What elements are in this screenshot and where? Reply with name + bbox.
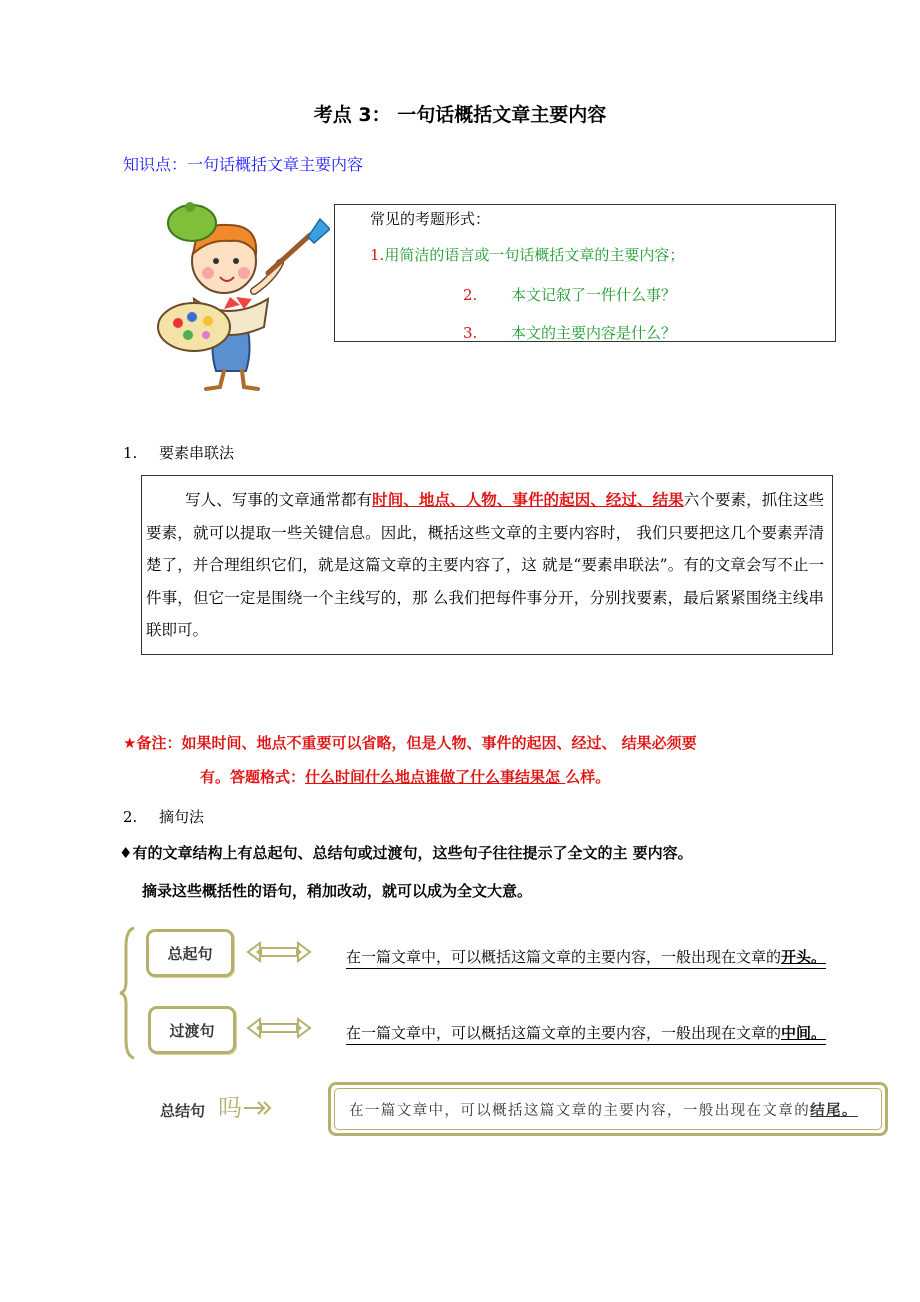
note-line1: ★备注：如果时间、地点不重要可以省略，但是人物、事件的起因、经过、 结果必须要 bbox=[123, 734, 697, 752]
bracket-icon bbox=[118, 926, 138, 1060]
question-forms-heading: 常见的考题形式： bbox=[370, 210, 491, 228]
summary-sentence-box bbox=[328, 1082, 888, 1136]
question-item: 2. 本文记叙了一件什么事？ bbox=[463, 286, 677, 304]
topic-sentence-desc: 在一篇文章中，可以概括这篇文章的主要内容，一般出现在文章的开头。 bbox=[346, 946, 826, 969]
knowledge-point: 知识点：一句话概括文章主要内容 bbox=[123, 155, 364, 174]
method2-line2: 摘录这些概括性的语句，稍加改动，就可以成为全文大意。 bbox=[142, 882, 533, 900]
transition-sentence-desc: 在一篇文章中，可以概括这篇文章的主要内容，一般出现在文章的中间。 bbox=[346, 1022, 826, 1045]
method1-heading: 1. 要素串联法 bbox=[123, 444, 235, 462]
note-line2: 有。答题格式：什么时间什么地点谁做了什么事结果怎 么样。 bbox=[200, 768, 611, 786]
label-topic-sentence: 总起句 bbox=[146, 929, 234, 977]
method2-heading: 2. 摘句法 bbox=[123, 808, 205, 826]
method1-paragraph-box: 写人、写事的文章通常都有时间、地点、人物、事件的起因、经过、结果六个要素，抓住这些要素，就可以提取一些关键信息。因此，概括这些文章的主要内容时， 我们只要把这几个要素弄清楚了，并合理组织它们，就是这篇文章的主要内容了，这 就是“要素串联法”。有的文章会写不止一件事，但它一定是围绕一个主线写的，那 么我们把每件事分开，分别找要素，最后紧紧围绕主线串联即可。 bbox=[141, 475, 833, 655]
double-arrow-icon bbox=[246, 941, 312, 963]
arrow-chevrons-icon bbox=[244, 1100, 274, 1116]
six-elements-highlight: 时间、地点、人物、事件的起因、经过、结果 bbox=[372, 491, 684, 509]
method2-line1: ♦有的文章结构上有总起句、总结句或过渡句，这些句子往往提示了全文的主 要内容。 bbox=[119, 844, 693, 862]
question-item: 1.用简洁的语言或一句话概括文章的主要内容； bbox=[370, 246, 685, 264]
decorative-logo-text: 吗 bbox=[218, 1094, 242, 1122]
label-transition-sentence: 过渡句 bbox=[148, 1006, 236, 1054]
summary-sentence-desc: 在一篇文章中，可以概括这篇文章的主要内容，一般出现在文章的 结尾。 bbox=[334, 1088, 882, 1130]
label-summary-sentence: 总结句 bbox=[160, 1102, 206, 1120]
painter-boy-illustration bbox=[150, 195, 330, 395]
question-item: 3. 本文的主要内容是什么？ bbox=[463, 324, 677, 342]
double-arrow-icon bbox=[246, 1017, 312, 1039]
page-title: 考点 3： 一句话概括文章主要内容 bbox=[313, 104, 607, 126]
